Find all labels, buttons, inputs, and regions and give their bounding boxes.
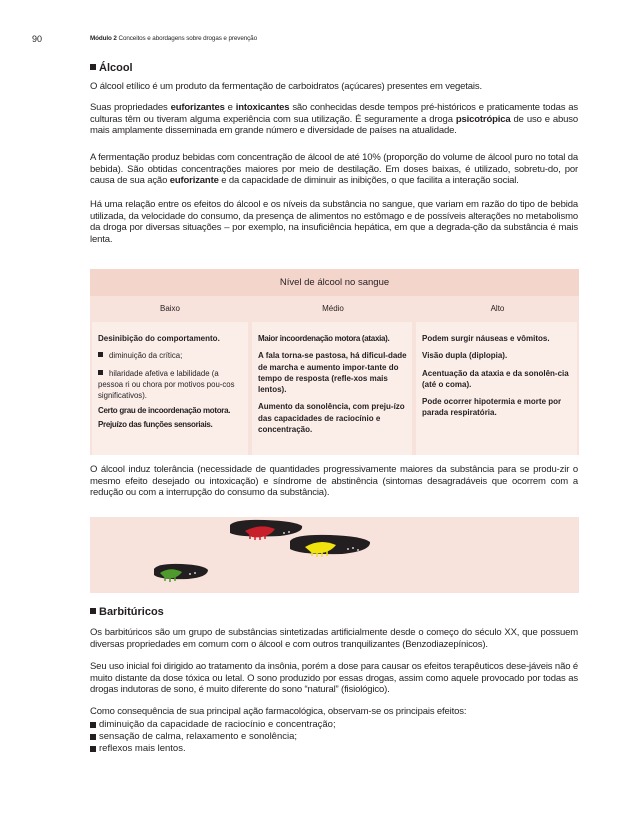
- list-item-text: reflexos mais lentos.: [99, 743, 186, 754]
- list-item-text: sensação de calma, relaxamento e sonolência;: [99, 731, 298, 742]
- cell-alto: [416, 322, 577, 455]
- list-item: [90, 719, 578, 731]
- column-header-baixo: Baixo: [90, 296, 250, 322]
- drunk-figures-illustration: [90, 517, 579, 593]
- list-item: [90, 731, 578, 743]
- red-figure-icon: [230, 520, 302, 540]
- square-bullet-icon: [90, 64, 96, 70]
- yellow-figure-icon: [290, 535, 370, 557]
- text-run: de uso e abuso mais amplamente disseminada em grande número e diversidade de países na atualidade.: [90, 113, 578, 136]
- bold-term: psicotrópica: [455, 113, 511, 125]
- list-item: [90, 743, 578, 755]
- text-run: A fermentação produz bebidas com concentração de álcool de até 10% (proporção do volume de álcool puro no total da bebida). São obtidas concentrações maiores por meio de destilação. Em doses baixas, é utilizado, sobretu-do, por causa de sua ação: [90, 152, 578, 186]
- bold-term: euforizantes: [170, 102, 225, 113]
- cell-text: Podem surgir náuseas e vômitos.: [422, 334, 550, 343]
- cell-text: Certo grau de incoordenação motora.: [98, 406, 231, 416]
- text-run: Suas propriedades: [90, 102, 171, 113]
- module-label: Módulo 2: [90, 35, 117, 42]
- cell-text: A fala torna-se pastosa, há dificul-dade de marcha e aumento impor-tante do tempo de resposta (refle-xos mais lentos).: [258, 351, 407, 395]
- text-run: e: [224, 102, 236, 113]
- cell-text: Pode ocorrer hipotermia e morte por parada respiratória.: [422, 397, 562, 418]
- cell-baixo: [92, 322, 248, 455]
- square-bullet-icon: [90, 746, 96, 752]
- cell-medio: [252, 322, 412, 455]
- cell-text: Desinibição do comportamento.: [98, 334, 220, 343]
- square-bullet-icon: [90, 734, 96, 740]
- section-title-text: Barbitúricos: [99, 606, 164, 618]
- square-bullet-icon: [98, 370, 103, 375]
- section-title-alcool: [90, 62, 133, 74]
- paragraph-alcool-2: [90, 102, 578, 137]
- paragraph-barbituricos-2: Seu uso inicial foi dirigido ao tratamento da insônia, porém a dose para causar os efeitos terapêuticos dese-jáveis não é muito distante da dose tóxica ou letal. O sono produzido por essas drogas, assim como aquele provocado por todas as drogas indutoras de sono, é muito diferente do sono “natural” (fisiológico).: [90, 661, 578, 695]
- cell-text: Maior incoordenação motora (ataxia).: [258, 334, 390, 343]
- effects-list: [90, 719, 578, 755]
- paragraph-alcool-1: O álcool etílico é um produto da fermentação de carboidratos (açúcares) presentes em vegetais.: [90, 81, 482, 92]
- paragraph-barbituricos-1: Os barbitúricos são um grupo de substâncias sintetizadas artificialmente desde o começo do século XX, que possuem diversas propriedades em comum com o álcool e com outros tranquilizantes (Benzodiazepínicos).: [90, 627, 578, 650]
- cell-bullet-item: [98, 350, 243, 361]
- table-title: Nível de álcool no sangue: [90, 269, 579, 296]
- paragraph-alcool-3: [90, 152, 578, 187]
- page-header: [32, 34, 608, 46]
- running-head: [90, 35, 257, 42]
- alcohol-level-table: [90, 269, 579, 455]
- section-title-barbituricos: [90, 606, 164, 618]
- bold-term: intoxicantes: [235, 102, 290, 113]
- cell-text: Visão dupla (diplopia).: [422, 351, 508, 361]
- cell-text: diminuição da crítica;: [109, 351, 183, 361]
- bold-term: euforizante: [169, 175, 219, 186]
- green-figure-icon: [154, 564, 208, 582]
- square-bullet-icon: [90, 722, 96, 728]
- cell-text: Prejuízo das funções sensoriais.: [98, 419, 213, 429]
- column-header-medio: Médio: [252, 296, 414, 322]
- cell-text: Acentuação da ataxia e da sonolên-cia (até o coma).: [422, 368, 569, 389]
- module-subtitle: Conceitos e abordagens sobre drogas e prevenção: [118, 35, 257, 42]
- cell-text: Aumento da sonolência, com preju-ízo das capacidades de raciocínio e concentração.: [258, 402, 405, 435]
- paragraph-barbituricos-3: Como consequência de sua principal ação farmacológica, observam-se os principais efeitos:: [90, 706, 467, 717]
- paragraph-alcool-4: Há uma relação entre os efeitos do álcool e os níveis da substância no sangue, que variam em razão do tipo de bebida utilizada, da velocidade do consumo, da presença de alimentos no estômago e de possíveis alterações no metabolismo da droga por diversas situações – por exemplo, na insuficiência hepática, em que a degrada-ção da substância é mais lenta.: [90, 199, 578, 245]
- list-item-text: diminuição da capacidade de raciocínio e concentração;: [99, 719, 336, 730]
- illustration-band: [90, 517, 579, 593]
- cell-text: hilaridade afetiva e labilidade (a pessoa ri ou chora por motivos pou-cos significativos).: [98, 368, 235, 401]
- text-run: são conhecidas desde tempos pré-históricos e praticamente todas as culturas têm ou tiveram alguma experiência com sua utilização. É seguramente a droga: [90, 102, 578, 125]
- paragraph-alcool-5: O álcool induz tolerância (necessidade de quantidades progressivamente maiores da substância para se produ-zir o mesmo efeito desejado ou intoxicação) e síndrome de abstinência (sintomas desagradáveis que ocorrem com a redução ou com a interrupção do consumo da substância).: [90, 464, 578, 498]
- square-bullet-icon: [90, 608, 96, 614]
- square-bullet-icon: [98, 352, 103, 357]
- column-header-alto: Alto: [416, 296, 579, 322]
- section-title-text: Álcool: [99, 62, 133, 74]
- cell-bullet-item: [98, 368, 243, 402]
- page-number: 90: [32, 34, 43, 44]
- text-run: e da capacidade de diminuir as inibições, o que facilita a interação social.: [218, 175, 519, 186]
